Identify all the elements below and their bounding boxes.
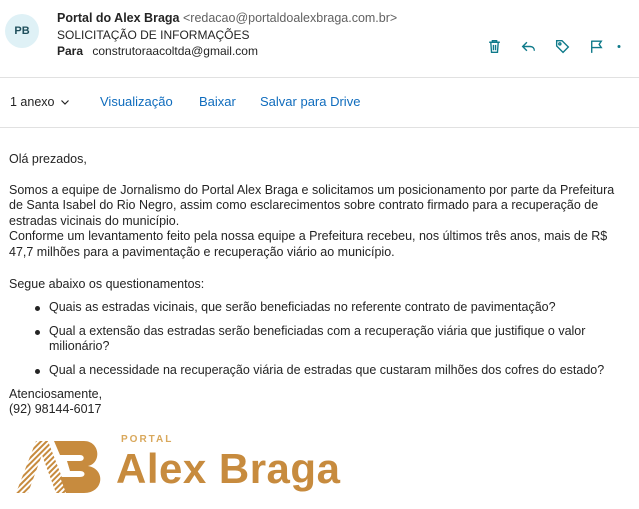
flag-button[interactable] xyxy=(586,36,606,56)
preview-link[interactable]: Visualização xyxy=(100,94,173,109)
closing: Atenciosamente, xyxy=(9,386,103,401)
portal-logo xyxy=(14,433,374,495)
from-line xyxy=(57,11,397,25)
chevron-down-icon xyxy=(60,97,70,107)
more-icon xyxy=(616,38,622,55)
save-to-drive-link[interactable]: Salvar para Drive xyxy=(260,94,361,109)
avatar[interactable]: PB xyxy=(5,14,39,48)
email-subject: SOLICITAÇÃO DE INFORMAÇÕES xyxy=(57,28,250,42)
tag-button[interactable] xyxy=(552,36,572,56)
list-item: Qual a extensão das estradas serão beneficiadas com a recuperação viária que justifique o valor milionário? xyxy=(9,324,619,355)
email-header xyxy=(0,0,639,78)
recipient-email[interactable]: construtoraacoltda@gmail.com xyxy=(92,44,258,58)
email-body xyxy=(9,152,619,418)
body-paragraph-2: Conforme um levantamento feito pela nossa equipe a Prefeitura recebeu, nos últimos três anos, mais de R$ 47,7 milhões para a pavimentação e recuperação viário ao município. xyxy=(9,229,608,259)
questions-intro: Segue abaixo os questionamentos: xyxy=(9,276,205,291)
reply-button[interactable] xyxy=(518,36,538,56)
flag-icon xyxy=(588,38,605,55)
logo-name: Alex Braga xyxy=(116,445,341,492)
to-label: Para xyxy=(57,44,84,58)
attachment-bar xyxy=(0,78,639,126)
list-item: Qual a necessidade na recuperação viária de estradas que custaram milhões dos cofres do estado? xyxy=(9,363,619,379)
tag-icon xyxy=(554,38,571,55)
attachment-divider xyxy=(0,127,639,128)
message-actions xyxy=(484,36,622,56)
questions-list xyxy=(9,300,619,378)
phone-number: (92) 98144-6017 xyxy=(9,402,102,417)
download-link[interactable]: Baixar xyxy=(199,94,236,109)
recipient-line xyxy=(57,44,258,58)
logo-small-text: PORTAL xyxy=(121,434,174,445)
body-paragraph-1: Somos a equipe de Jornalismo do Portal Alex Braga e solicitamos um posicionamento por parte da Prefeitura de Santa Isabel do Rio Negro, assim como esclarecimentos sobre contrato firmado para a recuperação de estradas vicinais do município. xyxy=(9,182,615,228)
attachment-count: 1 anexo xyxy=(10,95,55,109)
sender-email: <redacao@portaldoalexbraga.com.br> xyxy=(182,11,398,25)
logo-mark-icon xyxy=(14,433,114,495)
more-button[interactable] xyxy=(616,36,622,56)
list-item: Quais as estradas vicinais, que serão beneficiadas no referente contrato de pavimentação? xyxy=(9,300,619,316)
trash-icon xyxy=(486,38,503,55)
greeting: Olá prezados, xyxy=(9,152,87,166)
sender-name[interactable]: Portal do Alex Braga xyxy=(57,11,180,25)
reply-icon xyxy=(520,38,537,55)
delete-button[interactable] xyxy=(484,36,504,56)
attachment-count-toggle[interactable] xyxy=(10,95,70,109)
